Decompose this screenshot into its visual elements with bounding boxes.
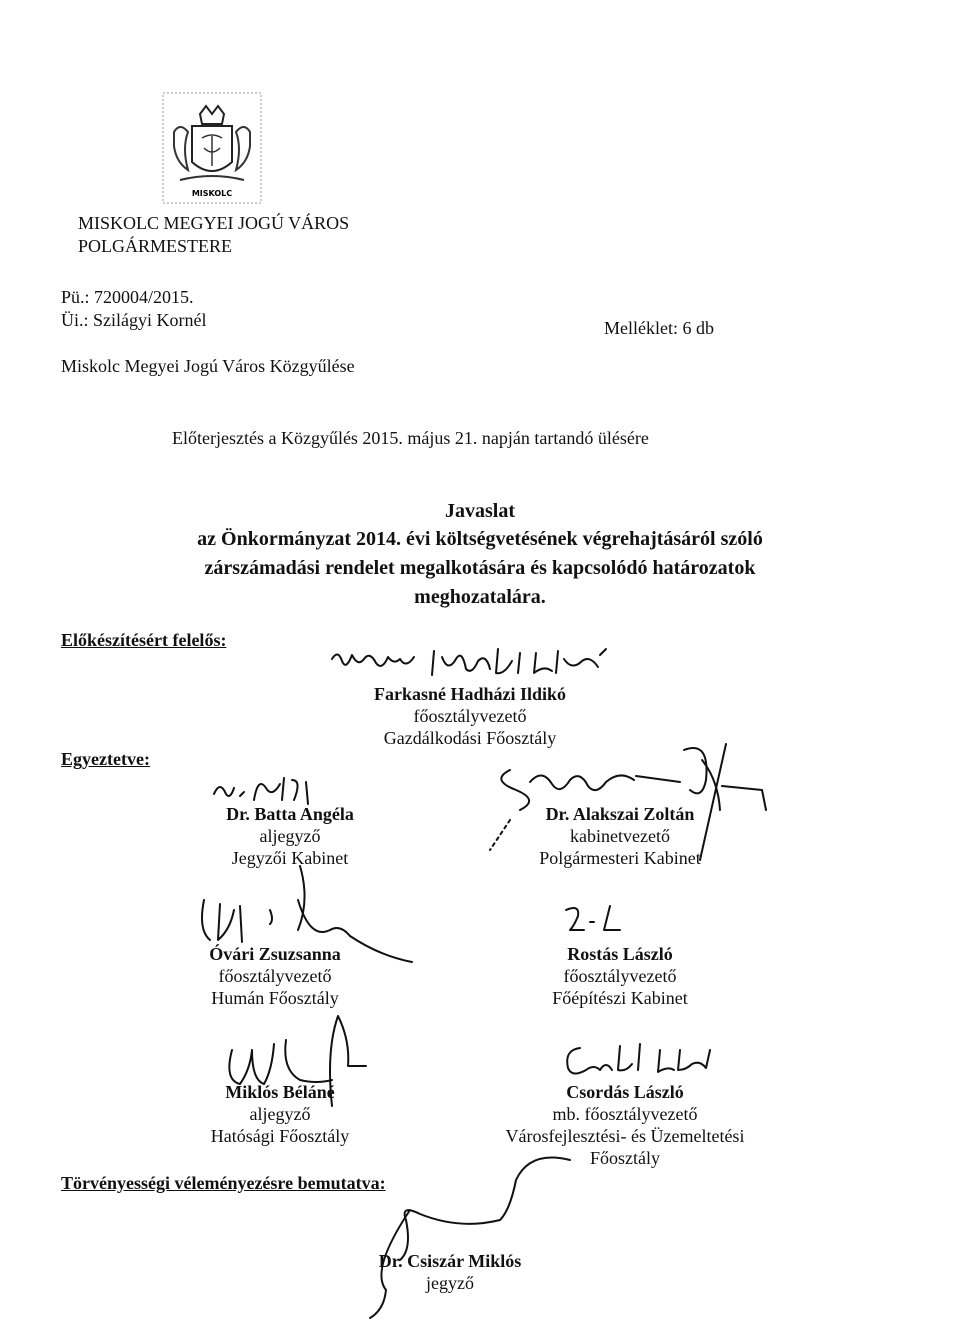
signatory-role: főosztályvezető [218,966,332,986]
handwritten-signature-csiszar [340,1150,580,1320]
title-line4: meghozatalára. [414,586,546,608]
handwritten-signature-csordas [560,1040,720,1084]
signatory-role: főosztályvezető [563,966,677,986]
reference-number: Pü.: 720004/2015. [61,287,194,307]
signatory-unit: Jegyzői Kabinet [231,848,349,868]
signatory-name: Dr. Csiszár Miklós [378,1251,522,1271]
prepared-by-label: Előkészítésért felelős: [61,630,227,650]
org-name-line1: MISKOLC MEGYEI JOGÚ VÁROS [78,213,350,233]
legal-review-label: Törvényességi véleményezésre bemutatva: [61,1173,386,1193]
signatory-unit-line1: Városfejlesztési- és Üzemeltetési [505,1126,745,1146]
agreed-label: Egyeztetve: [61,749,150,769]
signatory-name: Rostás László [567,944,673,964]
coat-caption: MISKOLC [191,189,233,198]
title-line3: zárszámadási rendelet megalkotására és kapcsolódó határozatok [204,557,756,579]
signatory-role: főosztályvezető [413,706,527,726]
signatory-rostas [510,943,730,1009]
handwritten-signature-rostas [560,900,640,940]
signatory-miklos [180,1081,380,1147]
signatory-unit: Főépítészi Kabinet [552,988,688,1008]
signatory-csiszar [350,1250,550,1294]
signatory-name: Dr. Batta Angéla [226,804,354,824]
signatory-name: Farkasné Hadházi Ildikó [373,684,567,704]
signatory-unit: Humán Főosztály [211,988,339,1008]
submission-line: Előterjesztés a Közgyűlés 2015. május 21. napján tartandó ülésére [172,428,649,448]
signatory-name: Csordás László [566,1082,684,1102]
signatory-role: aljegyző [249,1104,311,1124]
coat-of-arms-logo [162,92,262,204]
title-line1: Javaslat [445,500,515,522]
signatory-alakszai [490,803,750,869]
handwritten-signature-preparer [330,645,630,685]
signatory-role: jegyző [426,1273,474,1293]
case-handler: Üi.: Szilágyi Kornél [61,310,207,330]
signatory-unit: Hatósági Főosztály [210,1126,350,1146]
signatory-role: aljegyző [259,826,321,846]
signatory-name: Dr. Alakszai Zoltán [545,804,695,824]
signatory-unit: Gazdálkodási Főosztály [383,728,557,748]
signatory-role: mb. főosztályvezető [552,1104,698,1124]
signatory-unit: Polgármesteri Kabinet [539,848,701,868]
attachment-count: Melléklet: 6 db [604,318,714,338]
signatory-name: Óvári Zsuzsanna [209,944,341,964]
org-name-line2: POLGÁRMESTERE [78,236,233,256]
addressee: Miskolc Megyei Jogú Város Közgyűlése [61,356,355,376]
title-line2: az Önkormányzat 2014. évi költségvetésének végrehajtásáról szóló [197,528,763,550]
signatory-ovari [170,943,380,1009]
signatory-role: kabinetvezető [570,826,670,846]
signatory-name: Miklós Béláné [225,1082,335,1102]
signatory-unit-line2: Főosztály [590,1148,660,1168]
